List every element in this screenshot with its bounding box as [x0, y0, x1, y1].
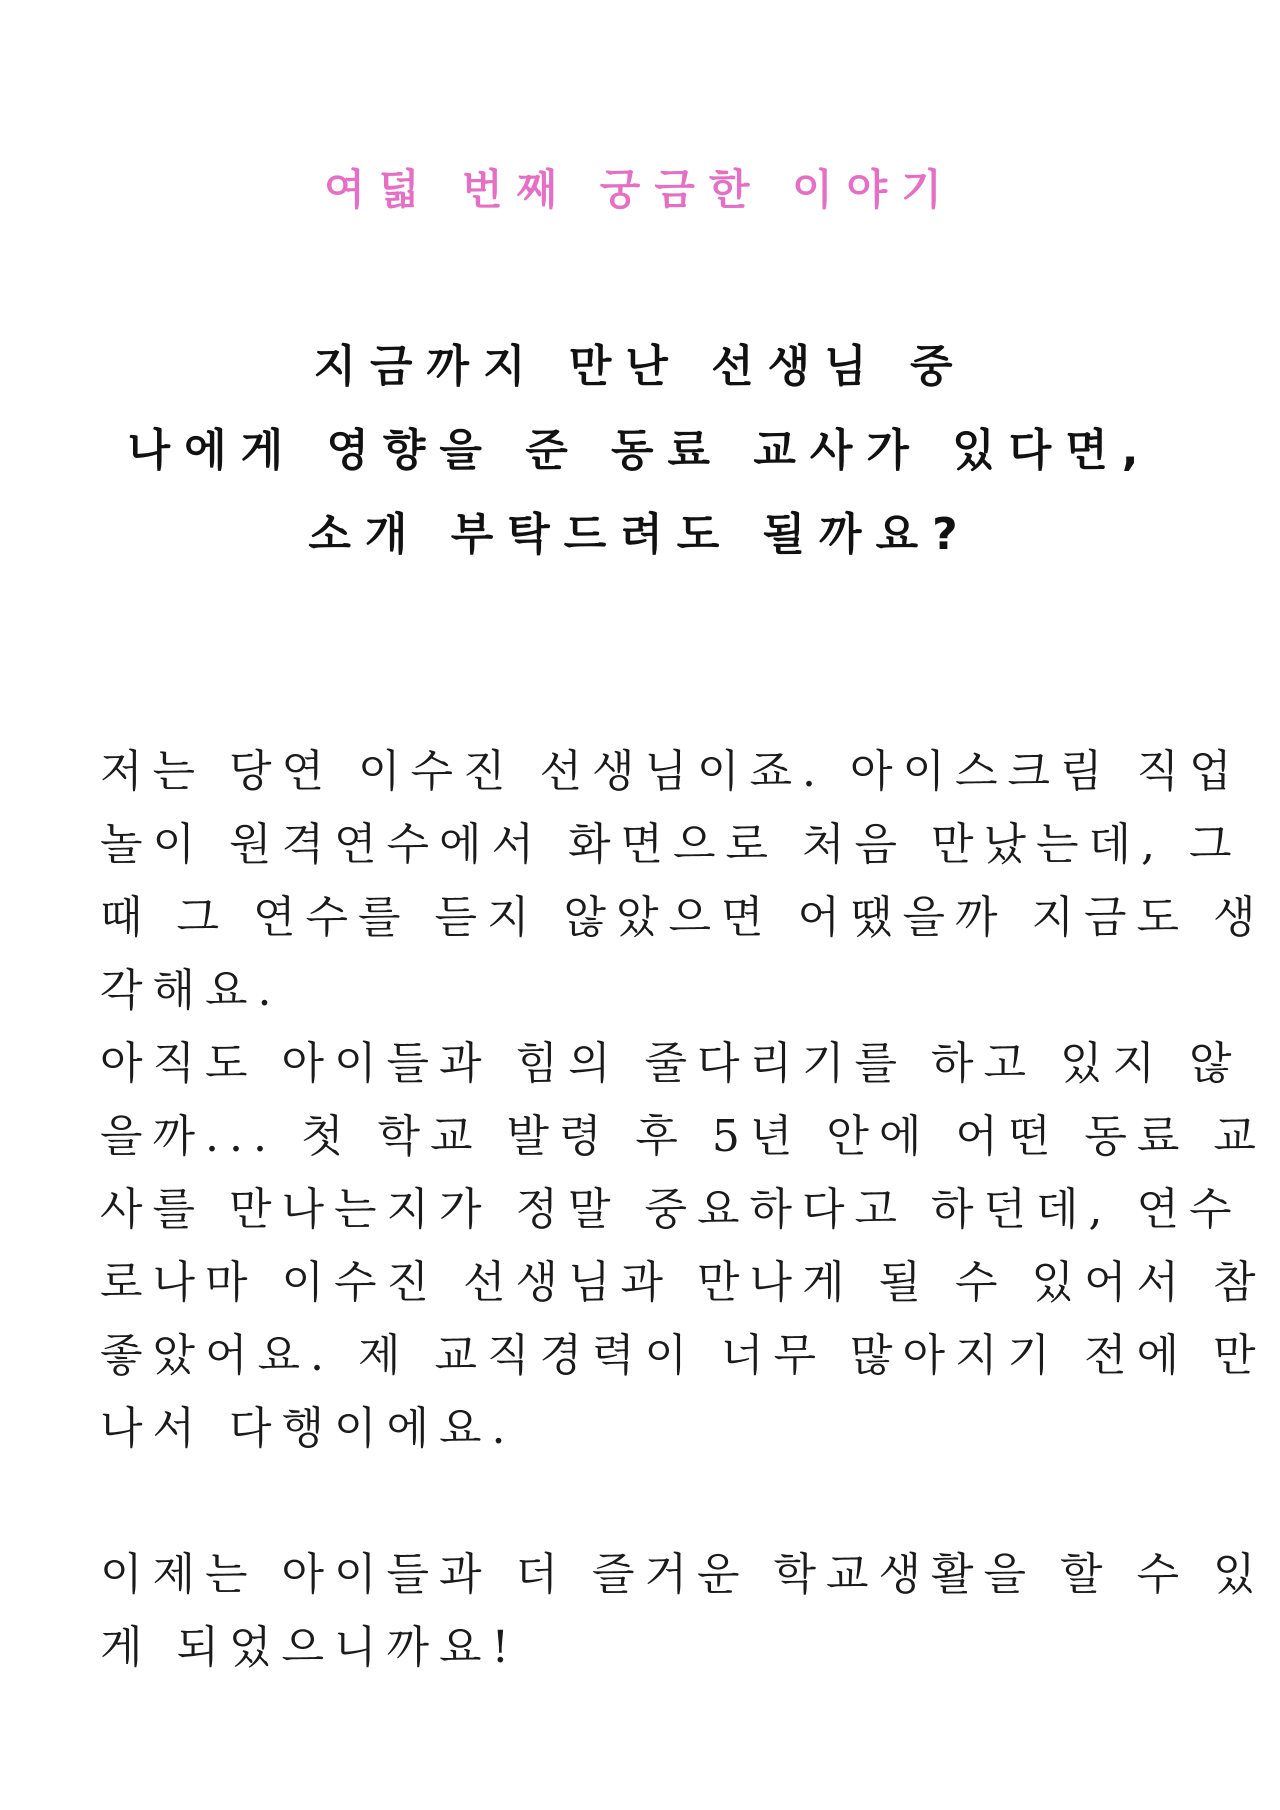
answer-line: 이제는 아이들과 더 즐거운 학교생활을 할 수 있	[100, 1549, 1266, 1600]
answer-line: 저는 당연 이수진 선생님이죠. 아이스크림 직업	[100, 746, 1242, 797]
question-line: 지금까지 만난 선생님 중	[313, 341, 967, 392]
answer-line: 나서 다행이에요.	[100, 1403, 516, 1454]
question-block	[0, 325, 1280, 577]
answer-line: 게 되었으니까요!	[100, 1622, 520, 1673]
answer-line: 놀이 원격연수에서 화면으로 처음 만났는데, 그	[100, 819, 1242, 870]
answer-line: 각해요.	[100, 965, 282, 1016]
answer-line: 좋았어요. 제 교직경력이 너무 많아지기 전에 만	[100, 1330, 1266, 1381]
answer-line: 때 그 연수를 듣지 않았으면 어땠을까 지금도 생	[100, 892, 1266, 943]
answer-line: 사를 만나는지가 정말 중요하다고 하던데, 연수	[100, 1184, 1242, 1235]
answer-line: 아직도 아이들과 힘의 줄다리기를 하고 있지 않	[100, 1038, 1242, 1089]
paragraph-gap	[100, 1465, 1180, 1538]
answer-line: 로나마 이수진 선생님과 만나게 될 수 있어서 참	[100, 1257, 1266, 1308]
answer-body	[100, 735, 1266, 1684]
chapter-title: 여덟 번째 궁금한 이야기	[324, 165, 956, 214]
question-line: 소개 부탁드려도 될까요?	[308, 509, 972, 560]
answer-line: 을까... 첫 학교 발령 후 5년 안에 어떤 동료 교	[100, 1111, 1266, 1162]
question-line: 나에게 영향을 준 동료 교사가 있다면,	[127, 425, 1153, 476]
